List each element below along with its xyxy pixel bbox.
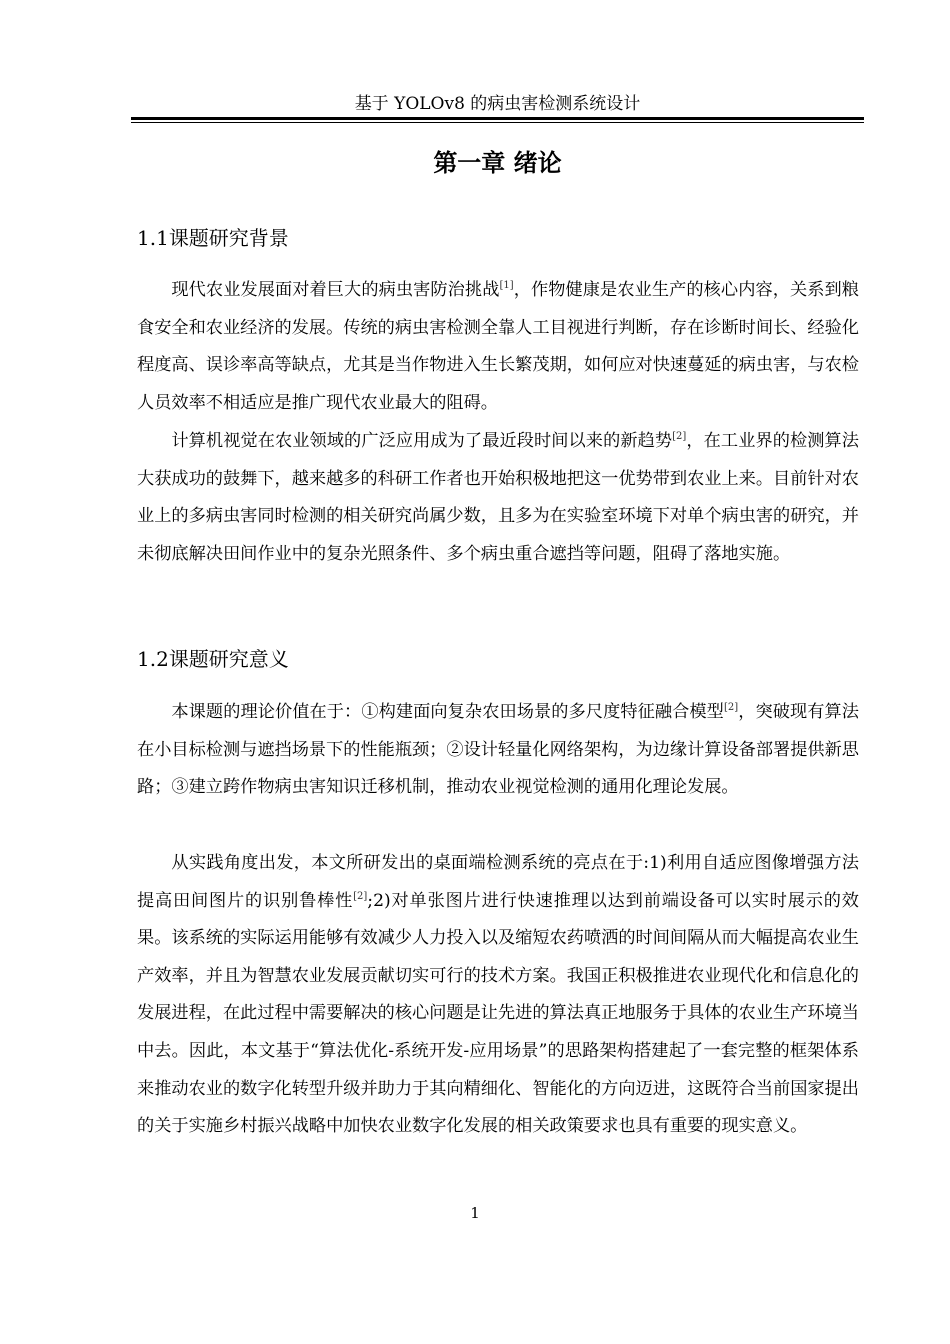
section-heading-1-2 bbox=[137, 646, 289, 672]
paragraph-text: 本课题的理论价值在于：①构建面向复杂农田场景的多尺度特征融合模型 bbox=[171, 702, 724, 722]
paragraph-text: ，作物健康是农业生产的核心内容，关系到粮食安全和农业经济的发展。传统的病虫害检测全靠人工目视进行判断，存在诊断时间长、经验化程度高、误诊率高等缺点，尤其是当作物进入生长繁茂期，如何应对快速蔓延的病虫害，与农检人员效率不相适应是推广现代农业最大的阻碍。 bbox=[137, 280, 859, 413]
citation: [1] bbox=[499, 280, 514, 291]
section-number: 1.1 bbox=[137, 226, 169, 250]
page-number: 1 bbox=[470, 1204, 480, 1222]
section-title: 课题研究背景 bbox=[168, 226, 289, 250]
paragraph bbox=[137, 272, 859, 422]
paragraph-text: 现代农业发展面对着巨大的病虫害防治挑战 bbox=[171, 280, 500, 300]
chapter-title: 第一章 绪论 bbox=[433, 149, 562, 177]
paragraph-text: ，在工业界的检测算法大获成功的鼓舞下，越来越多的科研工作者也开始积极地把这一优势带到农业上来。目前针对农业上的多病虫害同时检测的相关研究尚属少数，且多为在实验室环境下对单个病虫害的研究，并未彻底解决田间作业中的复杂光照条件、多个病虫重合遮挡等问题，阻碍了落地实施。 bbox=[137, 431, 859, 564]
citation: [2] bbox=[353, 890, 368, 902]
paragraph-text: ;2)对单张图片进行快速推理以达到前端设备可以实时展示的效果。该系统的实际运用能够有效减少人力投入以及缩短农药喷洒的时间间隔从而大幅提高农业生产效率，并且为智慧农业发展贡献切实可行的技术方案。我国正积极推进农业现代化和信息化的发展进程，在此过程中需要解决的核心问题是让先进的算法真正地服务于具体的农业生产环境当中去。因此，本文基于“算法优化-系统开发-应用场景”的思路架构搭建起了一套完整的框架体系来推动农业的数字化转型升级并助力于其向精细化、智能化的方向迈进，这既符合当前国家提出的关于实施乡村振兴战略中加快农业数字化发展的相关政策要求也具有重要的现实意义。 bbox=[137, 890, 859, 1137]
paragraph-text: 计算机视觉在农业领域的广泛应用成为了最近段时间以来的新趋势 bbox=[171, 431, 673, 451]
paragraph-text: ，突破现有算法在小目标检测与遮挡场景下的性能瓶颈；②设计轻量化网络架构，为边缘计算设备部署提供新思路；③建立跨作物病虫害知识迁移机制，推动农业视觉检测的通用化理论发展。 bbox=[137, 702, 859, 798]
citation: [2] bbox=[672, 431, 687, 442]
paragraph bbox=[137, 694, 859, 807]
paragraph bbox=[137, 423, 859, 573]
section-heading-1-1 bbox=[137, 225, 289, 251]
running-header: 基于 YOLOv8 的病虫害检测系统设计 bbox=[354, 94, 641, 114]
section-title: 课题研究意义 bbox=[168, 647, 289, 671]
section-number: 1.2 bbox=[137, 647, 169, 671]
citation: [2] bbox=[723, 702, 739, 713]
paragraph-text: 从实践角度出发，本文所研发出的桌面端检测系统的亮点在于:1)利用自适应图像增强方法提高田间图片的识别鲁棒性 bbox=[137, 853, 859, 911]
paragraph bbox=[137, 845, 859, 1146]
header-rule bbox=[131, 117, 864, 123]
